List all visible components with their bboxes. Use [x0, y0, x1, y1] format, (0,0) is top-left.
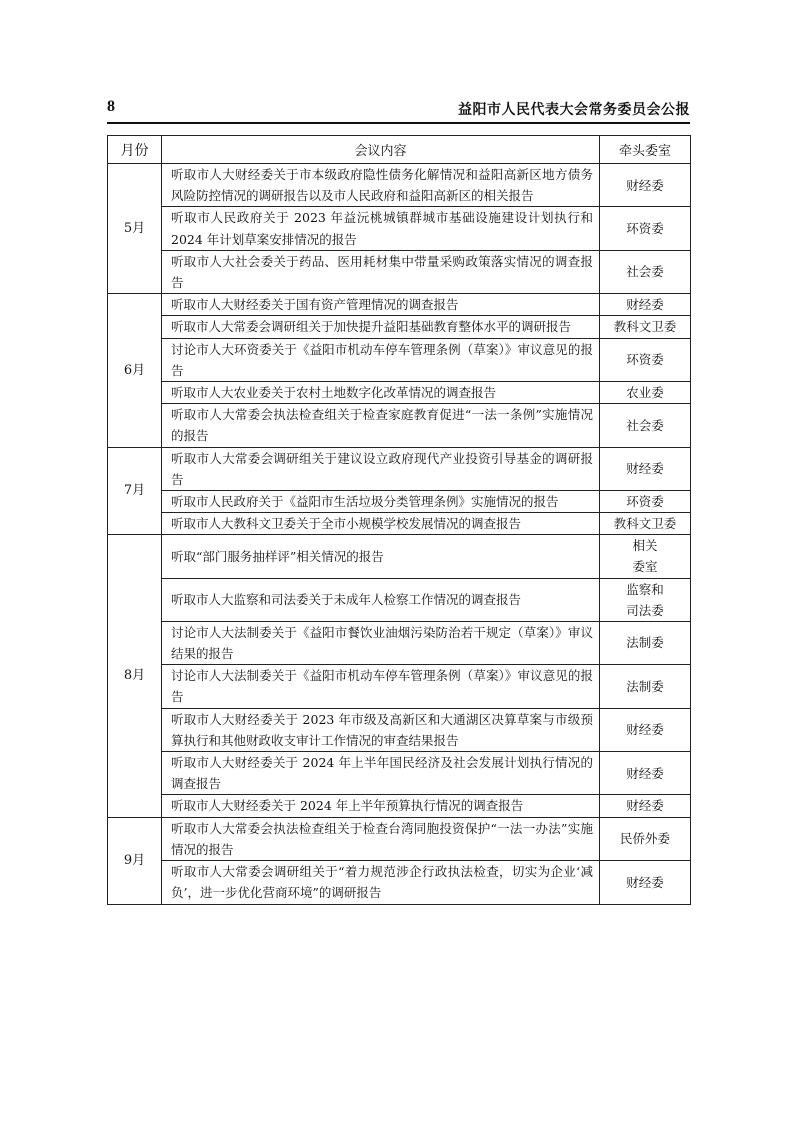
lead-committee: 环资委	[626, 352, 664, 368]
lead-committee: 法制委	[626, 678, 664, 694]
meeting-content-cell: 听取市人大财经委关于市本级政府隐性债务化解情况和益阳高新区地方债务风险防控情况的调研报告以及市人民政府和益阳高新区的相关报告	[162, 164, 600, 207]
page-number: 8	[107, 98, 115, 115]
table-row	[108, 708, 691, 751]
meeting-content-cell: 听取市人大监察和司法委关于未成年人检察工作情况的调查报告	[162, 578, 600, 621]
table-row	[108, 861, 691, 904]
column-header-lead: 牵头委室	[600, 136, 691, 164]
lead-committee-cell	[600, 404, 691, 447]
table-row	[108, 513, 691, 535]
lead-committee: 社会委	[626, 264, 664, 280]
lead-committee-cell	[600, 708, 691, 751]
lead-committee-cell	[600, 621, 691, 664]
lead-committee: 法制委	[626, 635, 664, 651]
lead-committee: 社会委	[626, 417, 664, 433]
table-row	[108, 817, 691, 860]
lead-committee-cell	[600, 861, 691, 904]
meeting-content-cell: 听取市人大常委会执法检查组关于检查台湾同胞投资保护“一法一办法”实施情况的报告	[162, 817, 600, 860]
lead-committee: 农业委	[626, 385, 664, 401]
lead-committee-cell	[600, 752, 691, 795]
lead-committee-cell	[600, 817, 691, 860]
column-header-content: 会议内容	[162, 136, 600, 164]
lead-committee-cell	[600, 294, 691, 316]
lead-committee-cell	[600, 316, 691, 338]
table-row	[108, 795, 691, 817]
table-row	[108, 338, 691, 381]
lead-committee-cell	[600, 207, 691, 250]
lead-committee-cell	[600, 795, 691, 817]
table-row	[108, 207, 691, 250]
lead-committee: 财经委	[626, 297, 664, 313]
meeting-content-cell: 听取市人大常委会执法检查组关于检查家庭教育促进“一法一条例”实施情况的报告	[162, 404, 600, 447]
lead-committee: 财经委	[626, 765, 664, 781]
table-row	[108, 164, 691, 207]
journal-title: 益阳市人民代表大会常务委员会公报	[458, 102, 690, 118]
lead-committee: 财经委	[626, 177, 664, 193]
month-cell: 8月	[108, 535, 162, 817]
month-cell: 7月	[108, 447, 162, 535]
meeting-content-cell: 讨论市人大环资委关于《益阳市机动车停车管理条例（草案）》审议意见的报告	[162, 338, 600, 381]
meeting-content-cell: 听取市人大财经委关于 2024 年上半年国民经济及社会发展计划执行情况的调查报告	[162, 752, 600, 795]
meeting-content-cell: 听取市人大社会委关于药品、医用耗材集中带量采购政策落实情况的调查报告	[162, 250, 600, 293]
header-rule	[107, 122, 690, 124]
meeting-content-cell: 讨论市人大法制委关于《益阳市机动车停车管理条例（草案）》审议意见的报告	[162, 665, 600, 708]
month-cell: 5月	[108, 164, 162, 294]
table-row	[108, 752, 691, 795]
lead-committee: 教科文卫委	[613, 516, 677, 532]
meeting-content-cell: 听取市人大教科文卫委关于全市小规模学校发展情况的调查报告	[162, 513, 600, 535]
lead-committee-cell	[600, 382, 691, 404]
lead-committee-cell	[600, 491, 691, 513]
lead-committee-cell	[600, 535, 691, 578]
lead-committee-cell	[600, 164, 691, 207]
meeting-content-cell: 听取市人大财经委关于 2023 年市级及高新区和大通湖区决算草案与市级预算执行和其他财政收支审计工作情况的审查结果报告	[162, 708, 600, 751]
table-row	[108, 294, 691, 316]
lead-committee: 财经委	[626, 874, 664, 890]
lead-committee: 监察和司法委	[626, 581, 664, 618]
table-row	[108, 578, 691, 621]
table-row	[108, 316, 691, 338]
table-row	[108, 404, 691, 447]
meeting-content-cell: 听取市人大农业委关于农村土地数字化改革情况的调查报告	[162, 382, 600, 404]
table-row	[108, 621, 691, 664]
lead-committee-cell	[600, 250, 691, 293]
month-cell: 9月	[108, 817, 162, 904]
meeting-content-cell: 听取市人大财经委关于 2024 年上半年预算执行情况的调查报告	[162, 795, 600, 817]
month-cell: 6月	[108, 294, 162, 447]
lead-committee: 财经委	[626, 798, 664, 814]
lead-committee: 财经委	[626, 461, 664, 477]
lead-committee: 环资委	[626, 494, 664, 510]
table-row	[108, 665, 691, 708]
table-row	[108, 250, 691, 293]
meeting-content-cell: 听取市人民政府关于《益阳市生活垃圾分类管理条例》实施情况的报告	[162, 491, 600, 513]
table-header-row	[108, 136, 691, 164]
table-row	[108, 491, 691, 513]
meeting-content-cell: 听取市人大常委会调研组关于“着力规范涉企行政执法检查，切实为企业‘减负’，进一步优化营商环境”的调研报告	[162, 861, 600, 904]
lead-committee: 财经委	[626, 722, 664, 738]
lead-committee: 相关委室	[632, 538, 658, 575]
lead-committee-cell	[600, 513, 691, 535]
table-row	[108, 535, 691, 578]
page-header	[107, 98, 690, 120]
meeting-content-cell: 听取市人民政府关于 2023 年益沅桃城镇群城市基础设施建设计划执行和 2024 年计划草案安排情况的报告	[162, 207, 600, 250]
table-row	[108, 447, 691, 490]
lead-committee: 环资委	[626, 221, 664, 236]
lead-committee-cell	[600, 665, 691, 708]
lead-committee-cell	[600, 578, 691, 621]
lead-committee: 民侨外委	[619, 831, 670, 847]
meeting-content-cell: 听取市人大财经委关于国有资产管理情况的调查报告	[162, 294, 600, 316]
lead-committee: 教科文卫委	[613, 319, 677, 335]
meeting-schedule-table	[107, 135, 691, 905]
table-row	[108, 382, 691, 404]
meeting-content-cell: 听取市人大常委会调研组关于加快提升益阳基础教育整体水平的调研报告	[162, 316, 600, 338]
lead-committee-cell	[600, 447, 691, 490]
column-header-month: 月份	[108, 136, 162, 164]
meeting-content-cell: 听取“部门服务抽样评”相关情况的报告	[162, 535, 600, 578]
lead-committee-cell	[600, 338, 691, 381]
meeting-content-cell: 听取市人大常委会调研组关于建议设立政府现代产业投资引导基金的调研报告	[162, 447, 600, 490]
meeting-content-cell: 讨论市人大法制委关于《益阳市餐饮业油烟污染防治若干规定（草案）》审议结果的报告	[162, 621, 600, 664]
